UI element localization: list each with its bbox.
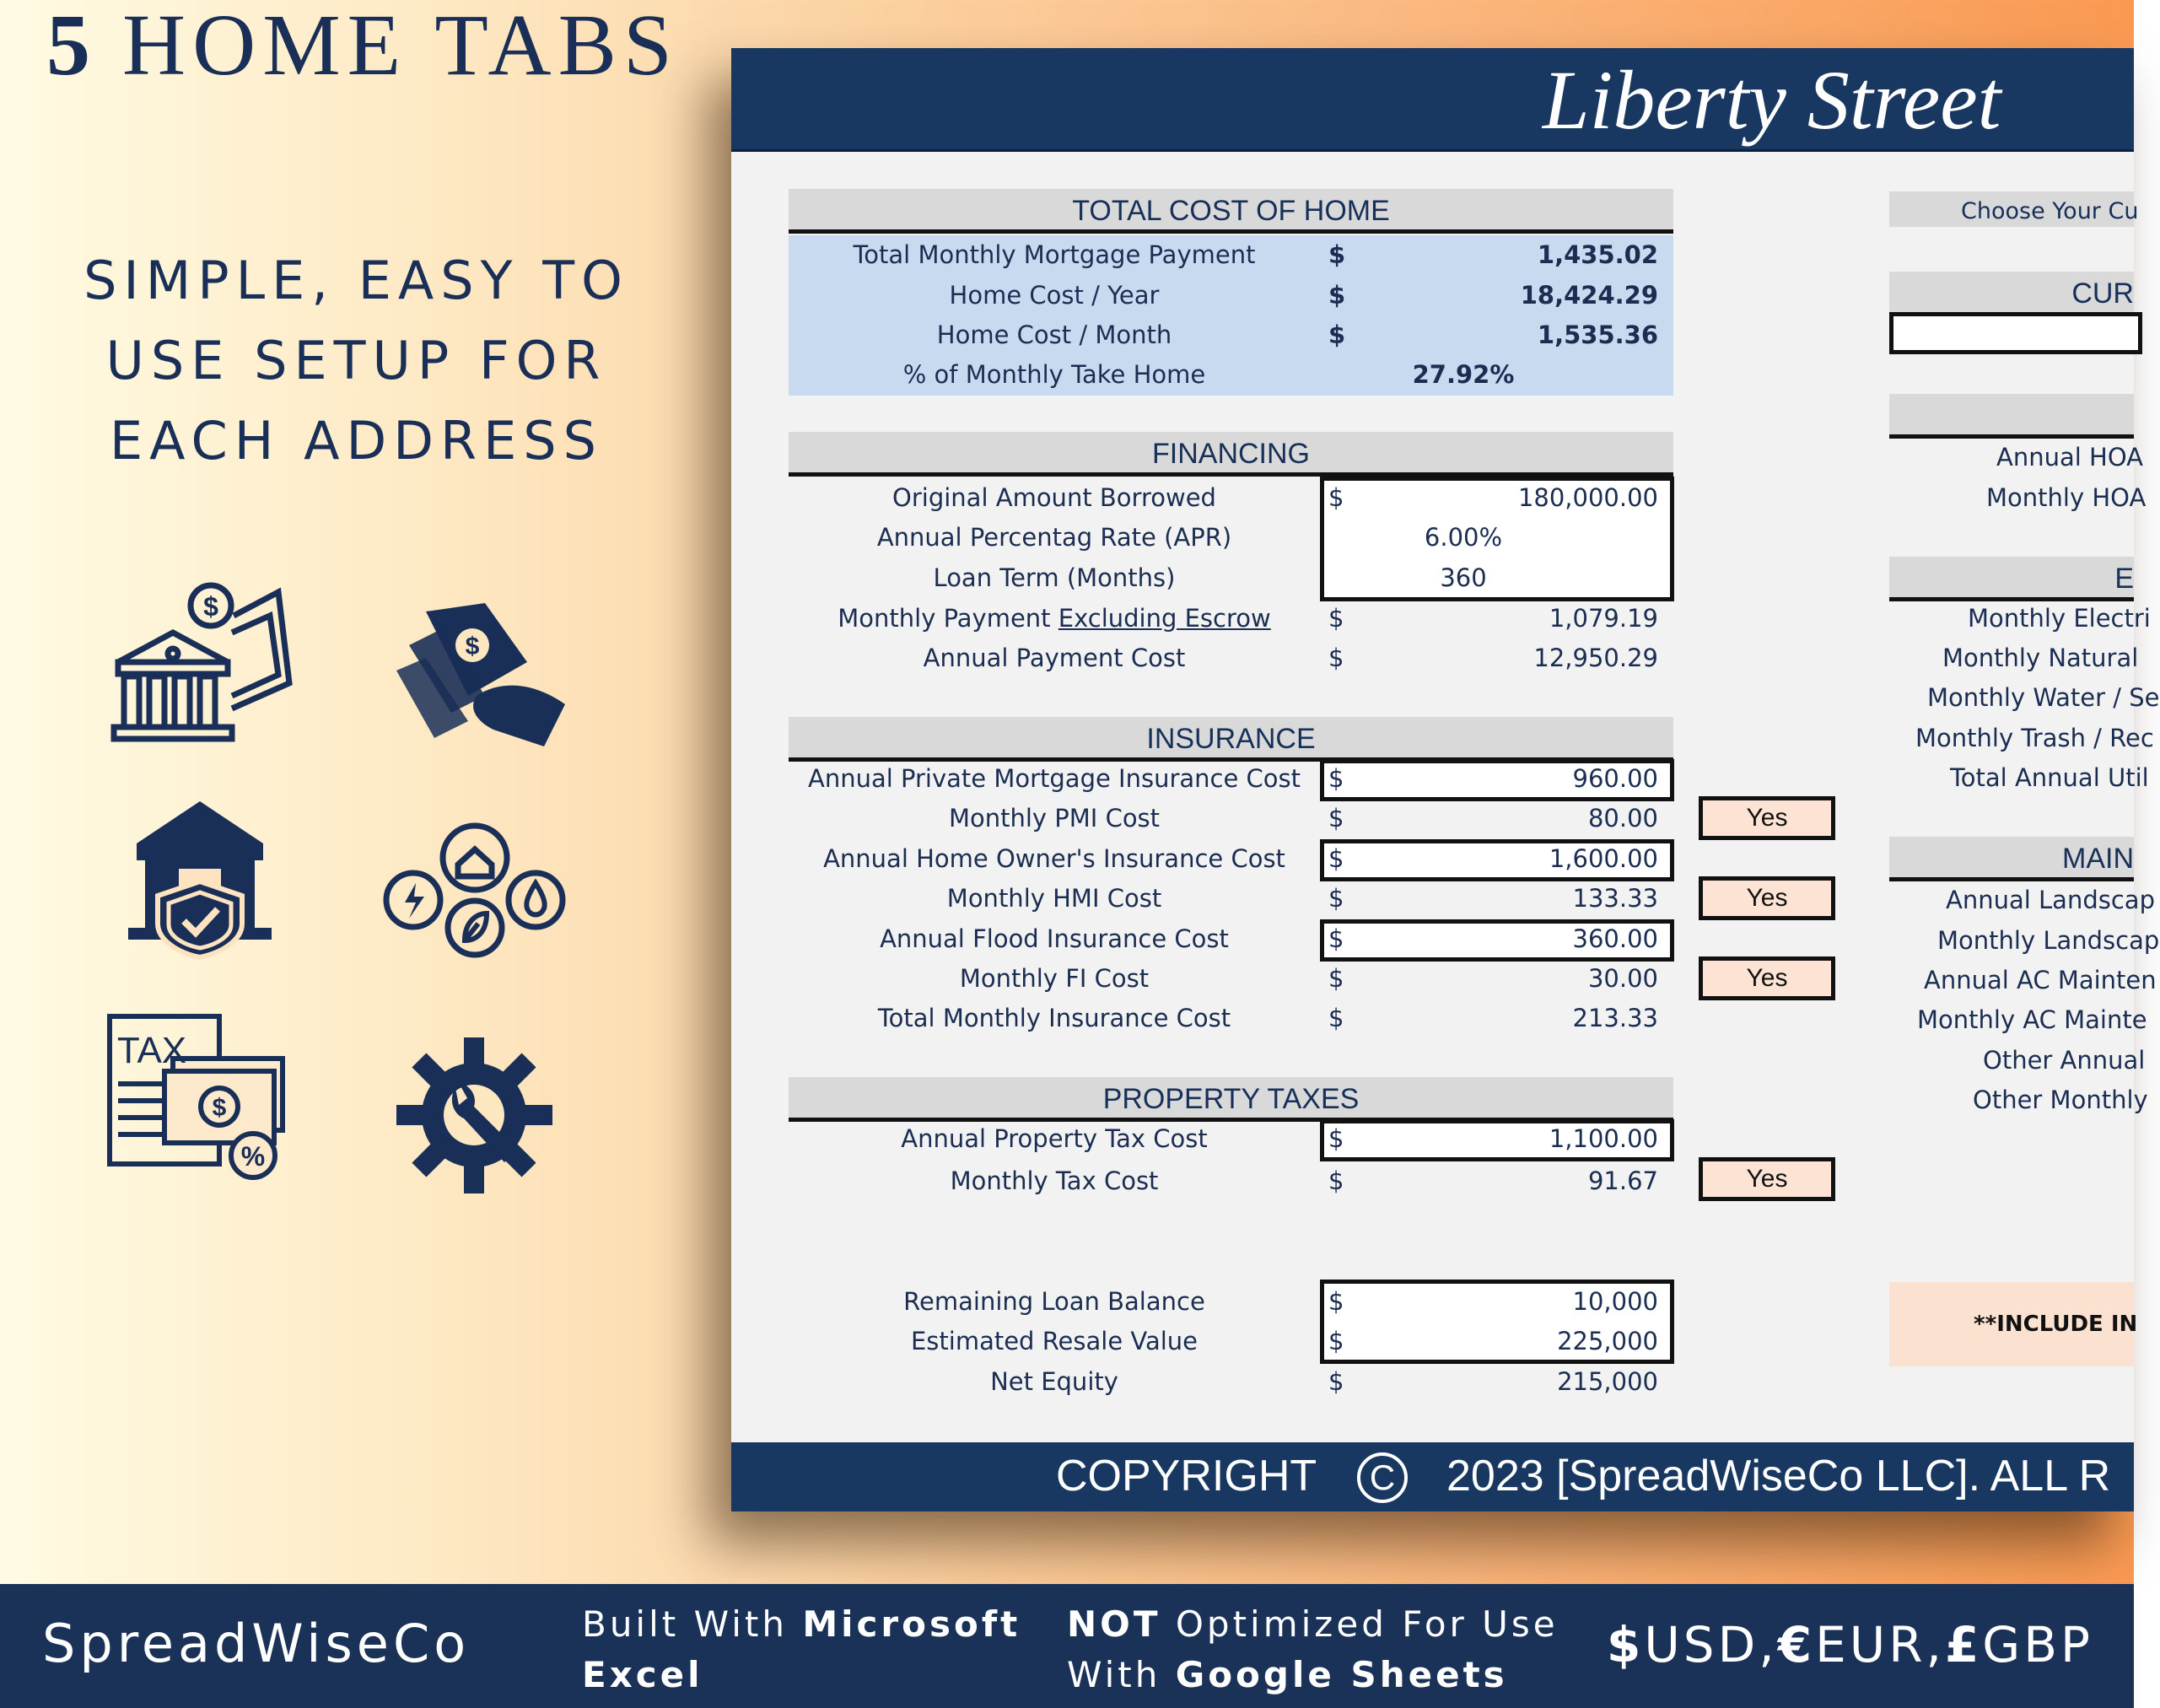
built-with-text: Built With Microsoft Excel [582, 1603, 1021, 1695]
row-resale-value: Estimated Resale Value $ 225,000 [910, 1327, 1658, 1355]
maintenance-gear-wrench-icon [396, 1037, 552, 1193]
row-annual-flood: Annual Flood Insurance Cost $ 360.00 [880, 924, 1658, 953]
row-remaining-loan: Remaining Loan Balance $ 10,000 [903, 1287, 1658, 1316]
copyright-text: 2023 [SpreadWiseCo LLC]. ALL R [1446, 1452, 2111, 1501]
utilities-label: Monthly Electri [1968, 604, 2151, 633]
maintenance-label: Monthly AC Mainte [1917, 1005, 2147, 1034]
utilities-label: Monthly Trash / Rec [1915, 724, 2154, 752]
cash-hand-icon [392, 603, 569, 746]
tax-document-icon [105, 1012, 291, 1185]
subhead-line: EACH ADDRESS [110, 410, 603, 471]
include-note: **INCLUDE IN [1889, 1282, 2134, 1366]
row-apr: Annual Percentag Rate (APR) 6.00% [876, 523, 1503, 552]
bottom-bar [0, 1584, 2134, 1708]
maintenance-label: Monthly Landscap [1937, 926, 2160, 955]
maintenance-heading: MAIN [1889, 837, 2134, 881]
svg-text:%: % [240, 1141, 266, 1172]
svg-text:$: $ [465, 633, 480, 660]
hoa-label: Monthly HOA [1986, 483, 2147, 512]
row-annual-payment: Annual Payment Cost $ 12,950.29 [923, 644, 1658, 672]
choose-currency-label: Choose Your Cu [1889, 191, 2134, 227]
utilities-label: Total Annual Util [1950, 763, 2149, 792]
utilities-label: Monthly Water / Se [1927, 683, 2160, 712]
currency-heading: CUR [1889, 272, 2134, 316]
utilities-label: Monthly Natural [1942, 644, 2139, 672]
row-loan-term: Loan Term (Months) 360 [933, 563, 1487, 592]
row-monthly-hmi: Monthly HMI Cost $ 133.33 [946, 884, 1658, 913]
subhead-line: SIMPLE, EASY TO [83, 250, 629, 311]
section-property-taxes-heading: PROPERTY TAXES [789, 1077, 1673, 1122]
section-total-cost-heading: TOTAL COST OF HOME [789, 189, 1673, 234]
copyright-icon: C [1357, 1452, 1408, 1503]
sheet-footer [731, 1442, 2134, 1511]
row-pct-take-home: % of Monthly Take Home 27.92% [902, 360, 1515, 389]
row-total-monthly-mortgage: Total Monthly Mortgage Payment $ 1,435.02 [853, 240, 1658, 269]
row-net-equity: Net Equity $ 215,000 [990, 1367, 1658, 1396]
currency-select[interactable] [1889, 312, 2142, 354]
hmi-include-toggle[interactable]: Yes [1699, 876, 1835, 920]
headline-text: HOME TABS [122, 0, 679, 94]
utilities-heading: E [1889, 557, 2134, 601]
maintenance-label: Annual Landscap [1946, 886, 2155, 914]
row-monthly-tax: Monthly Tax Cost $ 91.67 [950, 1167, 1658, 1195]
home-insurance-shield-icon [128, 801, 272, 957]
svg-text:TAX: TAX [116, 1030, 187, 1071]
row-annual-hoi: Annual Home Owner's Insurance Cost $ 1,600.00 [823, 844, 1658, 873]
subhead [42, 240, 671, 481]
section-insurance-heading: INSURANCE [789, 717, 1673, 762]
currency-list: $USD,€EUR,£GBP [1607, 1616, 2094, 1673]
row-total-monthly-insurance: Total Monthly Insurance Cost $ 213.33 [877, 1004, 1658, 1032]
fi-include-toggle[interactable]: Yes [1699, 956, 1835, 1000]
utilities-icon [384, 822, 565, 957]
dollar-icon: $ [1607, 1616, 1645, 1673]
subhead-line: USE SETUP FOR [105, 330, 607, 391]
tax-include-toggle[interactable]: Yes [1699, 1157, 1835, 1201]
headline-number: 5 [46, 0, 97, 94]
pound-icon: £ [1944, 1616, 1983, 1673]
maintenance-label: Other Annual [1983, 1046, 2146, 1075]
sheet-title: Liberty Street [1543, 53, 2001, 147]
headline [46, 0, 679, 95]
row-monthly-fi: Monthly FI Cost $ 30.00 [959, 964, 1658, 993]
row-annual-property-tax: Annual Property Tax Cost $ 1,100.00 [901, 1124, 1658, 1153]
row-annual-pmi: Annual Private Mortgage Insurance Cost $ 960.00 [807, 764, 1658, 793]
sheet-header [731, 48, 2134, 152]
spreadsheet-panel [731, 48, 2160, 1511]
euro-icon: € [1777, 1616, 1816, 1673]
not-optimized-text: NOT Optimized For Use With Google Sheets [1067, 1603, 1559, 1695]
row-home-cost-month: Home Cost / Month $ 1,535.36 [936, 321, 1658, 349]
row-monthly-payment: Monthly Payment Excluding Escrow $ 1,079.19 [838, 604, 1658, 633]
pmi-include-toggle[interactable]: Yes [1699, 796, 1835, 840]
row-monthly-pmi: Monthly PMI Cost $ 80.00 [948, 804, 1658, 832]
brand-name: SpreadWiseCo [42, 1613, 471, 1674]
maintenance-label: Other Monthly [1973, 1086, 2148, 1114]
svg-text:$: $ [203, 591, 218, 622]
copyright-label: COPYRIGHT [1056, 1452, 1317, 1501]
section-financing-heading: FINANCING [789, 432, 1673, 477]
row-original-amount: Original Amount Borrowed $ 180,000.00 [892, 483, 1658, 512]
svg-text:$: $ [212, 1094, 227, 1122]
row-home-cost-year: Home Cost / Year $ 18,424.29 [949, 281, 1658, 310]
hoa-label: Annual HOA [1996, 443, 2143, 471]
hoa-heading [1889, 394, 2134, 439]
maintenance-label: Annual AC Mainten [1924, 966, 2157, 994]
bank-money-icon [105, 582, 291, 751]
